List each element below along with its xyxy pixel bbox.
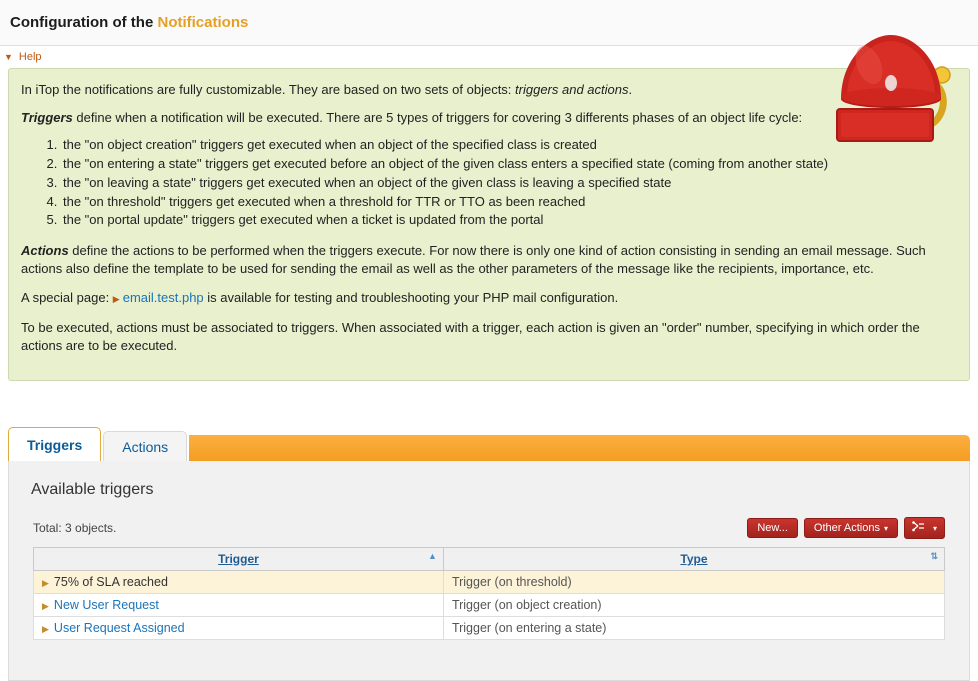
- trigger-types-list: [15, 136, 955, 230]
- export-tool-icon: [912, 521, 925, 535]
- column-header-trigger-label: Trigger: [218, 552, 259, 567]
- column-header-type[interactable]: [443, 548, 944, 571]
- list-item: 2. the "on entering a state" triggers get executed before an object of the given class enters a specified state (coming from another state): [61, 155, 955, 174]
- other-actions-label: Other Actions: [813, 522, 880, 535]
- help-actions-text: define the actions to be performed when the triggers execute. For now there is only one kind of action consisting in sending an email message. Such actions also define the template to be used for sending the email as well as the other parameters of the message like the recipients, importance, etc.: [21, 243, 926, 276]
- trigger-name-link[interactable]: User Request Assigned: [53, 621, 185, 636]
- list-item: 5. the "on portal update" triggers get executed when a ticket is updated from the portal: [61, 211, 955, 230]
- table-header-row: [34, 548, 945, 571]
- cell-trigger[interactable]: [34, 571, 444, 594]
- cell-type: Trigger (on object creation): [443, 594, 944, 617]
- triggers-panel: [8, 461, 970, 681]
- help-special-page-paragraph: [21, 289, 955, 307]
- cell-trigger[interactable]: [34, 617, 444, 640]
- help-actions-bold: Actions: [21, 243, 69, 259]
- list-item: 4. the "on threshold" triggers get executed when a threshold for TTR or TTO as been reached: [61, 193, 955, 212]
- triggers-table: [33, 547, 945, 640]
- table-row[interactable]: [34, 617, 945, 640]
- help-triggers-paragraph: [21, 109, 955, 127]
- tab-bar-filler: [189, 435, 970, 461]
- arrow-right-icon: ▶: [42, 578, 49, 589]
- tab-bar: [8, 427, 970, 461]
- cell-type: Trigger (on entering a state): [443, 617, 944, 640]
- help-triggers-bold: Triggers: [21, 109, 73, 125]
- email-test-link[interactable]: email.test.php: [122, 290, 204, 306]
- help-intro-after: .: [628, 82, 633, 97]
- table-row[interactable]: [34, 571, 945, 594]
- chevron-down-icon: ▼: [4, 51, 13, 62]
- help-closing-paragraph: To be executed, actions must be associated to triggers. When associated with a trigger, each action is given an "order" number, specifying in which order the actions are to be executed.: [21, 319, 920, 353]
- column-header-type-label: Type: [680, 552, 708, 567]
- tab-triggers[interactable]: Triggers: [8, 427, 101, 461]
- help-intro: [21, 81, 955, 99]
- cell-trigger[interactable]: [34, 594, 444, 617]
- page-title-accent: Notifications: [157, 14, 249, 31]
- arrow-right-icon: ▶: [42, 624, 49, 635]
- list-item: 1. the "on object creation" triggers get executed when an object of the specified class is created: [61, 136, 955, 155]
- help-intro-before: In iTop the notifications are fully customizable. They are based on two sets of objects:: [21, 82, 516, 97]
- help-intro-emphasis: triggers and actions: [515, 82, 629, 97]
- help-special-before: A special page:: [21, 290, 113, 306]
- arrow-right-icon: ▶: [42, 601, 49, 612]
- column-header-trigger[interactable]: [34, 548, 444, 571]
- table-row[interactable]: [34, 594, 945, 617]
- arrow-right-icon: ▶: [112, 294, 120, 305]
- total-objects-label: Total: 3 objects.: [33, 521, 117, 536]
- help-actions-paragraph: [21, 242, 955, 277]
- new-button[interactable]: New...: [747, 518, 798, 538]
- export-tools-button[interactable]: [904, 517, 945, 539]
- help-link[interactable]: Help: [18, 51, 42, 63]
- toolbar-buttons: [747, 517, 945, 539]
- bell-illustration-icon: [829, 27, 959, 157]
- trigger-name-link[interactable]: New User Request: [53, 598, 159, 613]
- help-special-after: is available for testing and troubleshooting your PHP mail configuration.: [203, 290, 619, 306]
- sort-ascending-icon[interactable]: ▲: [428, 551, 437, 562]
- cell-type: Trigger (on threshold): [443, 571, 944, 594]
- trigger-name: 75% of SLA reached: [53, 575, 168, 590]
- chevron-down-icon: ▾: [932, 523, 937, 533]
- chevron-down-icon: ▾: [883, 524, 888, 534]
- other-actions-button[interactable]: [804, 518, 898, 538]
- tab-actions[interactable]: Actions: [103, 431, 187, 461]
- page-title: [10, 14, 248, 31]
- help-panel: [8, 68, 970, 381]
- sort-toggle-icon[interactable]: ⇅: [930, 551, 938, 562]
- panel-heading: Available triggers: [31, 481, 154, 499]
- page-title-prefix: Configuration of the: [10, 14, 158, 31]
- list-item: 3. the "on leaving a state" triggers get executed when an object of the given class is leaving a specified state: [61, 174, 955, 193]
- list-toolbar: [33, 517, 945, 539]
- help-triggers-text: define when a notification will be executed. There are 5 types of triggers for covering 3 differents phases of an object life cycle:: [72, 109, 803, 125]
- tabs-region: [8, 427, 970, 681]
